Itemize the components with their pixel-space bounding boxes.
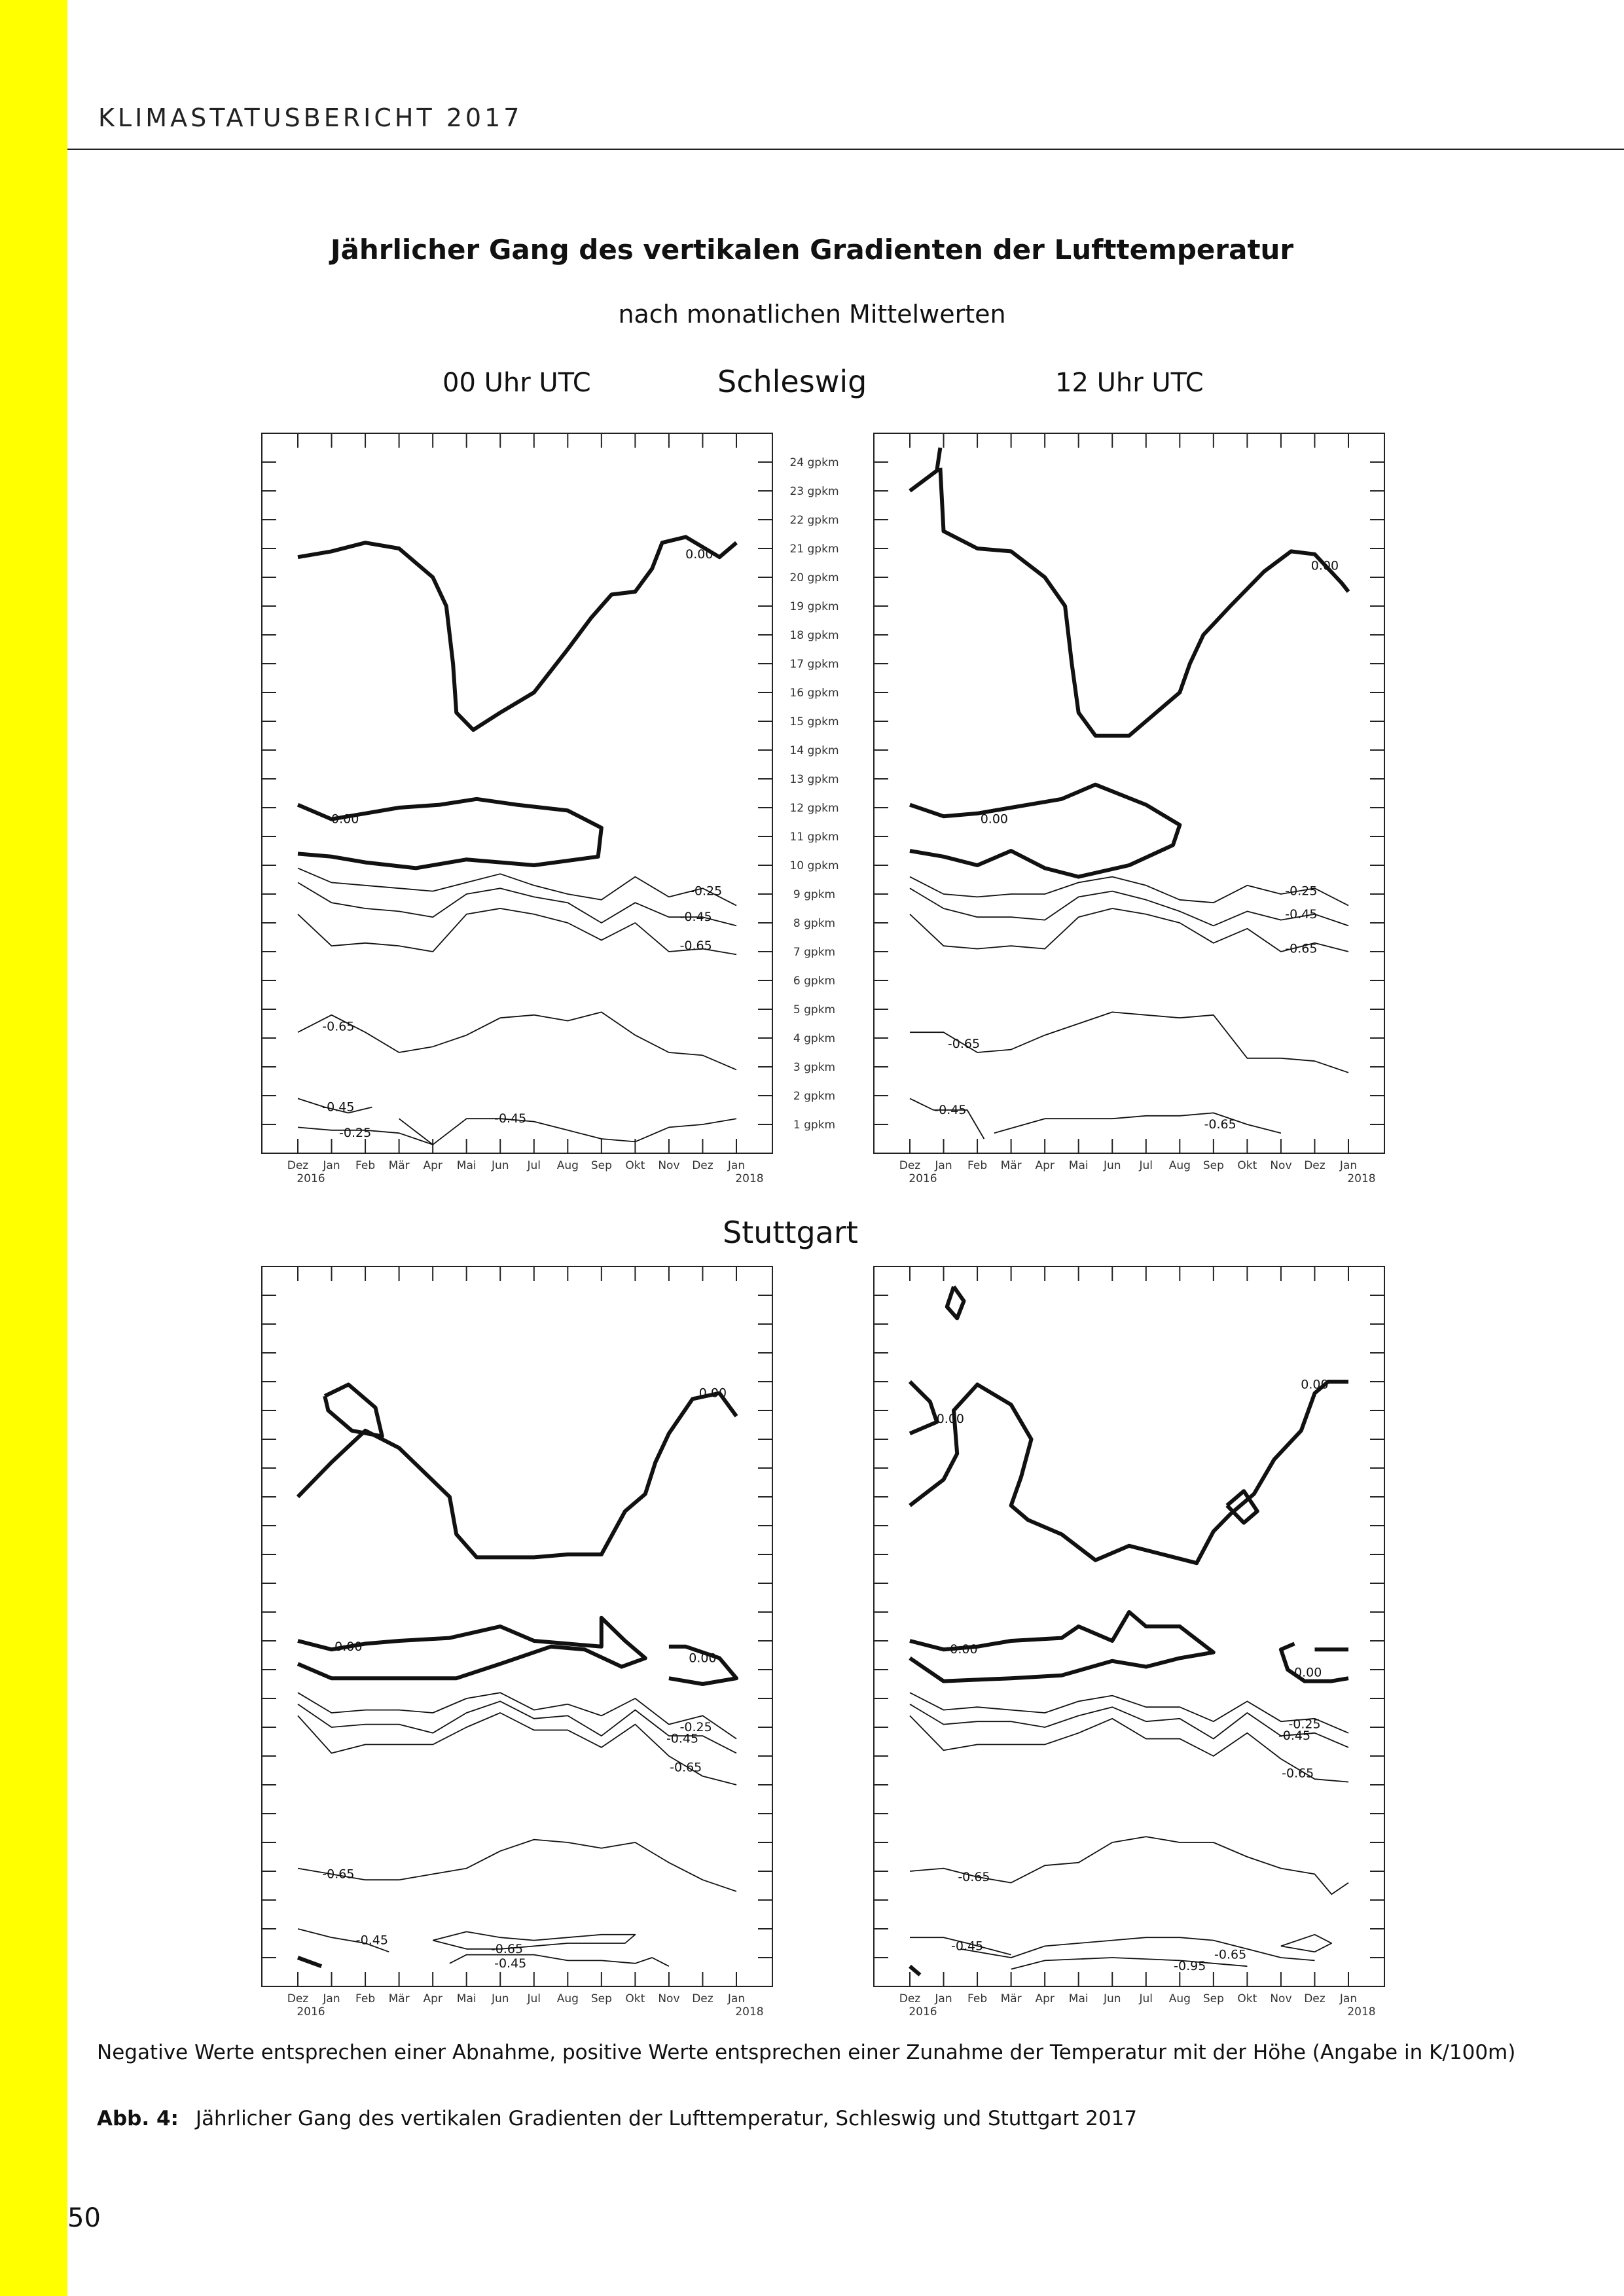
contour-line bbox=[298, 882, 736, 925]
contour-label: -0.25 bbox=[679, 1720, 712, 1734]
x-tick-label: Mär bbox=[1000, 1159, 1022, 1172]
label-00-utc: 00 Uhr UTC bbox=[442, 368, 591, 398]
x-tick-label: Jun bbox=[1103, 1992, 1121, 2005]
x-tick-label: Sep bbox=[1202, 1159, 1224, 1172]
contour-label: -0.45 bbox=[494, 1111, 527, 1126]
chart-schleswig-00utc bbox=[255, 433, 839, 1193]
x-tick-label: Mär bbox=[388, 1159, 410, 1172]
y-tick-label: 19 gpkm bbox=[789, 600, 839, 613]
contour-label: -0.45 bbox=[355, 1933, 388, 1948]
x-year-label: 2016 bbox=[297, 2005, 325, 2018]
x-year-label: 2018 bbox=[735, 2005, 764, 2018]
x-tick-label: Aug bbox=[1168, 1159, 1191, 1172]
x-tick-label: Nov bbox=[658, 1992, 680, 2005]
page-number: 50 bbox=[67, 2203, 101, 2233]
x-tick-label: Dez bbox=[692, 1159, 713, 1172]
contour-line bbox=[910, 1382, 1348, 1563]
x-tick-label: Nov bbox=[658, 1159, 680, 1172]
x-year-label: 2018 bbox=[1347, 1172, 1376, 1185]
contour-label: -0.65 bbox=[947, 1036, 981, 1051]
y-tick-label: 24 gpkm bbox=[789, 456, 839, 469]
caption-label: Abb. 4: bbox=[97, 2107, 179, 2130]
x-tick-label: Okt bbox=[625, 1159, 645, 1172]
station-stuttgart: Stuttgart bbox=[723, 1215, 858, 1250]
x-tick-label: Apr bbox=[423, 1992, 442, 2005]
x-tick-label: Jan bbox=[727, 1159, 746, 1172]
y-tick-label: 9 gpkm bbox=[793, 888, 836, 901]
running-header: KLIMASTATUSBERICHT 2017 bbox=[98, 103, 523, 132]
x-tick-label: Jul bbox=[527, 1159, 541, 1172]
x-tick-label: Nov bbox=[1270, 1992, 1292, 2005]
y-tick-label: 3 gpkm bbox=[793, 1061, 836, 1074]
y-tick-label: 15 gpkm bbox=[789, 715, 839, 728]
figure-caption bbox=[97, 2107, 1137, 2130]
x-tick-label: Jun bbox=[491, 1159, 509, 1172]
x-tick-label: Feb bbox=[967, 1159, 988, 1172]
contour-label: 0.00 bbox=[1301, 1377, 1329, 1392]
y-tick-label: 4 gpkm bbox=[793, 1032, 836, 1045]
contour-label: 0.00 bbox=[980, 812, 1009, 827]
contour-label: -0.45 bbox=[1285, 906, 1318, 922]
contour-label: 0.00 bbox=[1293, 1665, 1322, 1680]
y-tick-label: 13 gpkm bbox=[789, 773, 839, 786]
y-tick-label: 23 gpkm bbox=[789, 485, 839, 498]
x-tick-label: Okt bbox=[625, 1992, 645, 2005]
y-tick-label: 14 gpkm bbox=[789, 744, 839, 757]
x-year-label: 2018 bbox=[1347, 2005, 1376, 2018]
x-tick-label: Dez bbox=[899, 1159, 921, 1172]
y-tick-label: 20 gpkm bbox=[789, 571, 839, 584]
x-tick-label: Sep bbox=[590, 1159, 612, 1172]
contour-label: -0.65 bbox=[958, 1869, 990, 1884]
x-tick-label: Mär bbox=[388, 1992, 410, 2005]
contour-line bbox=[298, 537, 736, 730]
x-tick-label: Aug bbox=[556, 1159, 579, 1172]
x-tick-label: Mär bbox=[1000, 1992, 1022, 2005]
contour-label: 0.00 bbox=[1310, 558, 1339, 573]
contour-label: 0.00 bbox=[334, 1639, 363, 1654]
contour-line bbox=[298, 868, 736, 905]
contour-line bbox=[298, 908, 736, 954]
footnote: Negative Werte entsprechen einer Abnahme, positive Werte entsprechen einer Zunahme der Temperatur mit der Höhe (Angabe in K/100m) bbox=[97, 2041, 1516, 2064]
y-tick-label: 1 gpkm bbox=[793, 1119, 836, 1132]
x-tick-label: Jan bbox=[1339, 1992, 1358, 2005]
x-tick-label: Jan bbox=[1339, 1159, 1358, 1172]
contour-label: -0.65 bbox=[1285, 941, 1318, 956]
y-tick-label: 6 gpkm bbox=[793, 975, 836, 988]
x-tick-label: Okt bbox=[1237, 1159, 1257, 1172]
contour-label: -0.25 bbox=[1288, 1717, 1321, 1732]
y-tick-label: 22 gpkm bbox=[789, 514, 839, 527]
chart-stuttgart-12utc bbox=[867, 1266, 1384, 2026]
x-tick-label: Feb bbox=[355, 1159, 376, 1172]
contour-line bbox=[910, 877, 1348, 906]
contour-label: -0.25 bbox=[1285, 884, 1318, 899]
x-tick-label: Dez bbox=[899, 1992, 921, 2005]
x-tick-label: Dez bbox=[1304, 1159, 1326, 1172]
contour-line bbox=[994, 1113, 1281, 1133]
contour-label: -0.45 bbox=[322, 1100, 355, 1115]
x-tick-label: Dez bbox=[287, 1159, 309, 1172]
x-tick-label: Aug bbox=[556, 1992, 579, 2005]
y-tick-label: 10 gpkm bbox=[789, 859, 839, 872]
x-tick-label: Dez bbox=[1304, 1992, 1326, 2005]
contour-line bbox=[1281, 1935, 1331, 1952]
y-tick-label: 21 gpkm bbox=[789, 543, 839, 556]
label-12-utc: 12 Uhr UTC bbox=[1055, 368, 1204, 398]
x-tick-label: Jan bbox=[323, 1992, 340, 2005]
contour-line bbox=[433, 1931, 635, 1948]
x-tick-label: Jun bbox=[1103, 1159, 1121, 1172]
x-year-label: 2016 bbox=[297, 1172, 325, 1185]
contour-label: -0.45 bbox=[494, 1956, 527, 1971]
y-tick-label: 18 gpkm bbox=[789, 629, 839, 642]
x-year-label: 2018 bbox=[735, 1172, 764, 1185]
contour-label: 0.00 bbox=[698, 1386, 727, 1401]
x-tick-label: Jan bbox=[727, 1992, 746, 2005]
x-tick-label: Sep bbox=[590, 1992, 612, 2005]
contour-label: -0.65 bbox=[322, 1867, 355, 1882]
x-tick-label: Apr bbox=[1035, 1159, 1055, 1172]
x-tick-label: Sep bbox=[1202, 1992, 1224, 2005]
contour-line bbox=[1011, 1958, 1248, 1969]
contour-label: 0.00 bbox=[331, 812, 359, 827]
contour-label: -0.45 bbox=[1278, 1729, 1311, 1744]
chart-stuttgart-00utc bbox=[255, 1266, 772, 2026]
chart-schleswig-12utc bbox=[867, 433, 1384, 1193]
x-tick-label: Feb bbox=[967, 1992, 988, 2005]
contour-label: -0.45 bbox=[951, 1939, 984, 1954]
x-tick-label: Okt bbox=[1237, 1992, 1257, 2005]
contour-line bbox=[910, 1966, 920, 1975]
contour-label: 0.00 bbox=[689, 1651, 717, 1666]
x-year-label: 2016 bbox=[909, 2005, 937, 2018]
caption-text: Jährlicher Gang des vertikalen Gradienten der Lufttemperatur, Schleswig und Stuttgart 2017 bbox=[195, 2107, 1138, 2130]
y-tick-label: 16 gpkm bbox=[789, 687, 839, 700]
x-tick-label: Dez bbox=[287, 1992, 309, 2005]
contour-line bbox=[298, 1012, 736, 1069]
contour-label: 0.00 bbox=[685, 547, 713, 562]
y-tick-label: 17 gpkm bbox=[789, 658, 839, 671]
contour-line bbox=[960, 1937, 1314, 1960]
contour-label: 0.00 bbox=[950, 1642, 978, 1657]
contour-line bbox=[298, 1958, 321, 1966]
contour-line bbox=[450, 1955, 669, 1967]
contour-label: -0.65 bbox=[322, 1019, 355, 1034]
x-tick-label: Jun bbox=[491, 1992, 509, 2005]
x-tick-label: Nov bbox=[1270, 1159, 1292, 1172]
figure-title: Jährlicher Gang des vertikalen Gradienten der Lufttemperatur bbox=[330, 234, 1294, 266]
header-rule bbox=[67, 149, 1624, 150]
x-tick-label: Dez bbox=[692, 1992, 713, 2005]
y-tick-label: 5 gpkm bbox=[793, 1003, 836, 1016]
contour-label: -0.65 bbox=[1282, 1766, 1314, 1781]
contour-label: -0.65 bbox=[679, 939, 712, 954]
x-tick-label: Apr bbox=[1035, 1992, 1055, 2005]
x-tick-label: Jul bbox=[1139, 1159, 1153, 1172]
contour-line bbox=[910, 908, 1348, 952]
contour-label: -0.65 bbox=[1214, 1947, 1247, 1962]
x-year-label: 2016 bbox=[909, 1172, 937, 1185]
contour-line bbox=[399, 1119, 433, 1145]
contour-line bbox=[910, 448, 940, 491]
x-tick-label: Jan bbox=[323, 1159, 340, 1172]
y-tick-label: 12 gpkm bbox=[789, 802, 839, 815]
contour-line bbox=[947, 1287, 964, 1318]
contour-line bbox=[298, 1393, 736, 1558]
contour-label: -0.45 bbox=[666, 1731, 699, 1746]
contour-label: -0.25 bbox=[339, 1126, 372, 1141]
x-tick-label: Jan bbox=[935, 1159, 952, 1172]
contour-line bbox=[298, 1840, 736, 1892]
x-tick-label: Mai bbox=[456, 1159, 477, 1172]
contour-line bbox=[910, 1837, 1348, 1894]
y-tick-label: 7 gpkm bbox=[793, 946, 836, 959]
station-schleswig: Schleswig bbox=[717, 364, 867, 399]
x-tick-label: Apr bbox=[423, 1159, 442, 1172]
x-tick-label: Mai bbox=[456, 1992, 477, 2005]
x-tick-label: Jul bbox=[527, 1992, 541, 2005]
plot-frame bbox=[874, 1266, 1384, 1986]
contour-label: -0.65 bbox=[1204, 1117, 1236, 1132]
contour-line bbox=[910, 785, 1180, 877]
contour-line bbox=[910, 1693, 1348, 1733]
x-tick-label: Jul bbox=[1139, 1992, 1153, 2005]
x-tick-label: Aug bbox=[1168, 1992, 1191, 2005]
contour-label: -0.45 bbox=[934, 1103, 967, 1117]
contour-line bbox=[910, 1382, 937, 1433]
contour-label: -0.25 bbox=[690, 884, 723, 899]
x-tick-label: Feb bbox=[355, 1992, 376, 2005]
y-tick-label: 2 gpkm bbox=[793, 1090, 836, 1103]
contour-line bbox=[325, 1384, 382, 1436]
contour-label: -0.95 bbox=[1174, 1959, 1206, 1974]
contour-line bbox=[298, 799, 602, 869]
y-tick-label: 11 gpkm bbox=[789, 831, 839, 844]
contour-label: 0.00 bbox=[936, 1412, 965, 1427]
x-tick-label: Mai bbox=[1068, 1159, 1089, 1172]
contour-label: -0.45 bbox=[679, 910, 712, 925]
x-tick-label: Mai bbox=[1068, 1992, 1089, 2005]
y-tick-label: 8 gpkm bbox=[793, 917, 836, 930]
yellow-sidebar-bar bbox=[0, 0, 67, 2296]
contour-label: -0.65 bbox=[490, 1941, 524, 1956]
figure-subtitle: nach monatlichen Mittelwerten bbox=[618, 300, 1006, 329]
contour-label: -0.65 bbox=[670, 1760, 702, 1775]
contour-line bbox=[940, 468, 1348, 736]
x-tick-label: Jan bbox=[935, 1992, 952, 2005]
